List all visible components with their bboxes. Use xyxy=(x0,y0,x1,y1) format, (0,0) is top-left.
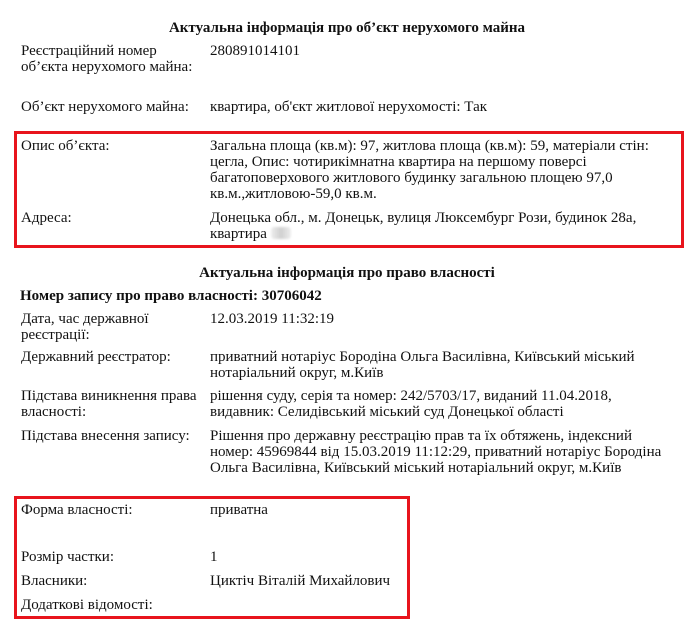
property-object-value: квартира, об'єкт житлової нерухомості: Так xyxy=(210,99,488,115)
object-description-value: Загальна площа (кв.м): 97, житлова площа (кв.м): 59, матеріали стін: цегла, Опис: чотирикімнатна квартира на першому поверсі багатоповерхового житлового будинку загальною площею 97,0 кв.м.,житловою-59,0 кв.м. xyxy=(210,138,649,202)
ownership-form-label: Форма власності: xyxy=(21,502,133,518)
address-text: Донецька обл., м. Донецьк, вулиця Люксембург Рози, будинок 28а, квартира xyxy=(210,210,637,242)
property-object-label: Об’єкт нерухомого майна: xyxy=(21,99,189,115)
share-size-value: 1 xyxy=(210,549,218,565)
additional-info-label: Додаткові відомості: xyxy=(21,597,153,613)
ownership-basis-label: Підстава виникнення права власності: xyxy=(21,388,197,420)
address-value xyxy=(210,210,678,242)
ownership-section-heading: Актуальна інформація про право власності xyxy=(199,265,495,281)
owners-value: Циктіч Віталій Михайлович xyxy=(210,573,391,589)
ownership-record-number: Номер запису про право власності: 30706042 xyxy=(20,288,322,304)
ownership-form-value: приватна xyxy=(210,502,268,518)
record-basis-value: Рішення про державну реєстрацію прав та їх обтяжень, індексний номер: 45969844 від 15.03.2019 11:12:29, приватний нотаріус Бородіна Ольга Василівна, Київський міський нотаріальний округ, м.Київ xyxy=(210,428,662,476)
registration-number-value: 280891014101 xyxy=(210,43,300,59)
owners-label: Власники: xyxy=(21,573,88,589)
registration-number-label: Реєстраційний номер об’єкта нерухомого майна: xyxy=(21,43,193,75)
registration-date-label: Дата, час державної реєстрації: xyxy=(21,311,149,343)
address-label: Адреса: xyxy=(21,210,72,226)
share-size-label: Розмір частки: xyxy=(21,549,114,565)
object-description-label: Опис об’єкта: xyxy=(21,138,110,154)
registration-date-value: 12.03.2019 11:32:19 xyxy=(210,311,335,327)
ownership-basis-value: рішення суду, серія та номер: 242/5703/17, виданий 11.04.2018, видавник: Селидівський міський суд Донецької області xyxy=(210,388,612,420)
state-registrar-label: Державний реєстратор: xyxy=(21,349,171,365)
redacted-apartment-number xyxy=(271,227,291,239)
property-section-heading: Актуальна інформація про об’єкт нерухомого майна xyxy=(168,20,526,36)
state-registrar-value: приватний нотаріус Бородіна Ольга Василівна, Київський міський нотаріальний округ, м.Київ xyxy=(210,349,635,381)
record-basis-label: Підстава внесення запису: xyxy=(21,428,190,444)
